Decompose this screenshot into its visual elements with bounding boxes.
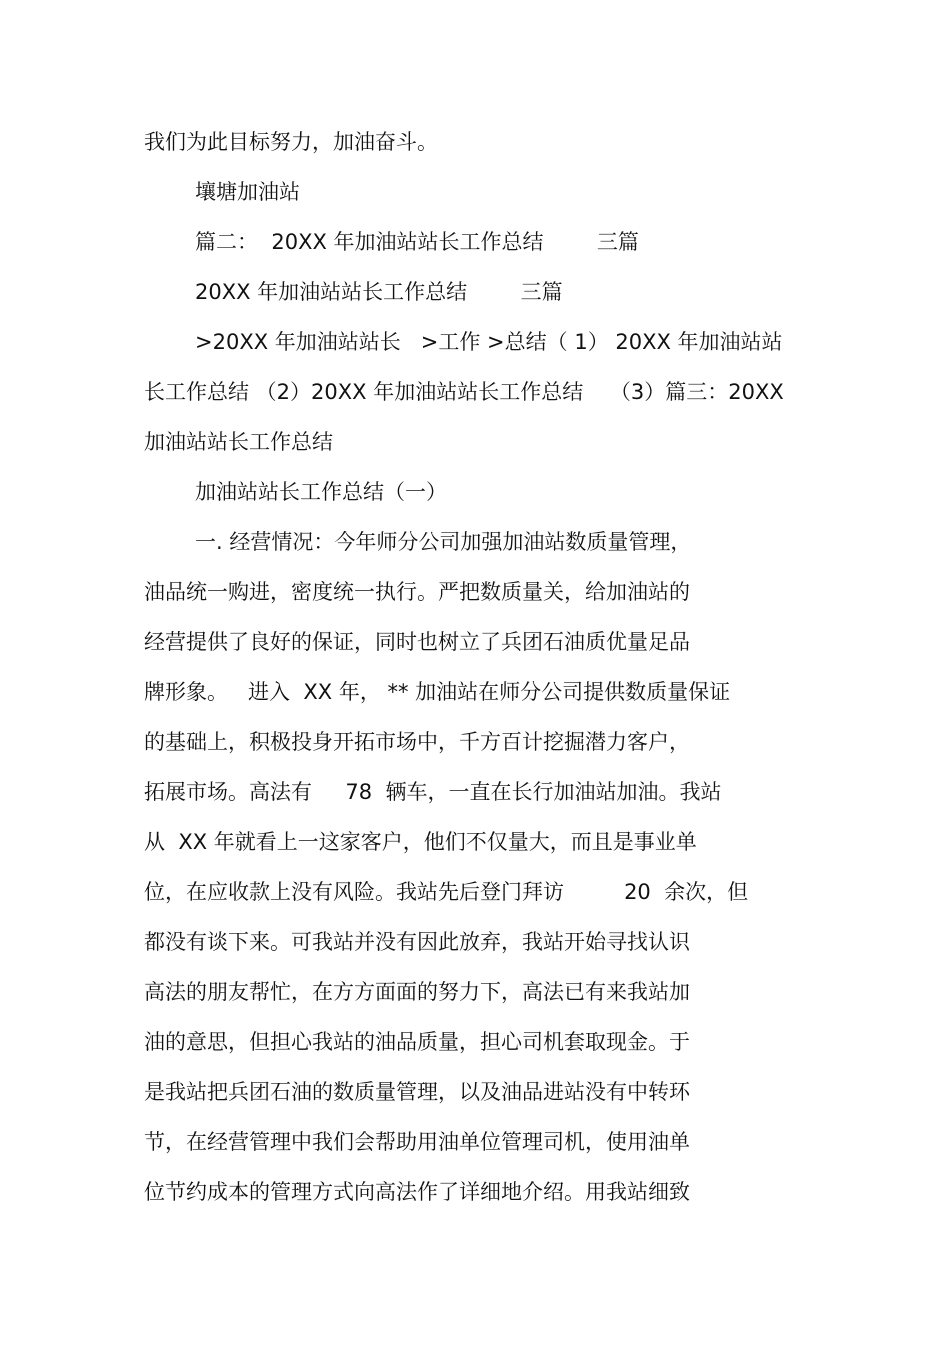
body-line-9: 都没有谈下来。可我站并没有因此放弃，我站开始寻找认识 <box>144 930 690 954</box>
body-line-1: 一. 经营情况：今年师分公司加强加油站数质量管理， <box>195 530 692 554</box>
body-line-11: 油的意思，但担心我站的油品质量，担心司机套取现金。于 <box>144 1030 690 1054</box>
body-line-13: 节，在经营管理中我们会帮助用油单位管理司机，使用油单 <box>144 1130 690 1154</box>
contents-line-1: >20XX 年加油站站长 >工作 >总结（ 1） 20XX 年加油站站 <box>195 330 783 354</box>
body-line-12: 是我站把兵团石油的数质量管理，以及油品进站没有中转环 <box>144 1080 690 1104</box>
section-heading: 篇二： 20XX 年加油站站长工作总结 三篇 <box>195 230 639 254</box>
body-line-8: 位，在应收款上没有风险。我站先后登门拜访 20 余次，但 <box>144 880 749 904</box>
body-line-2: 油品统一购进，密度统一执行。严把数质量关，给加油站的 <box>144 580 690 604</box>
part-heading: 加油站站长工作总结（一） <box>195 480 447 504</box>
body-line-4: 牌形象。 进入 XX 年， ** 加油站在师分公司提供数质量保证 <box>144 680 731 704</box>
body-line-5: 的基础上，积极投身开拓市场中，千方百计挖掘潜力客户， <box>144 730 690 754</box>
body-line-7: 从 XX 年就看上一这家客户，他们不仅量大，而且是事业单 <box>144 830 697 854</box>
body-line-14: 位节约成本的管理方式向高法作了详细地介绍。用我站细致 <box>144 1180 690 1204</box>
signature-line: 壤塘加油站 <box>195 180 300 204</box>
body-line-3: 经营提供了良好的保证，同时也树立了兵团石油质优量足品 <box>144 630 690 654</box>
contents-line-3: 加油站站长工作总结 <box>144 430 333 454</box>
text-line-1: 我们为此目标努力，加油奋斗。 <box>144 130 438 154</box>
body-line-10: 高法的朋友帮忙，在方方面面的努力下，高法已有来我站加 <box>144 980 690 1004</box>
subtitle-line: 20XX 年加油站站长工作总结 三篇 <box>195 280 563 304</box>
contents-line-2: 长工作总结 （2）20XX 年加油站站长工作总结 （3）篇三：20XX <box>144 380 784 404</box>
body-line-6: 拓展市场。高法有 78 辆车，一直在长行加油站加油。我站 <box>144 780 722 804</box>
